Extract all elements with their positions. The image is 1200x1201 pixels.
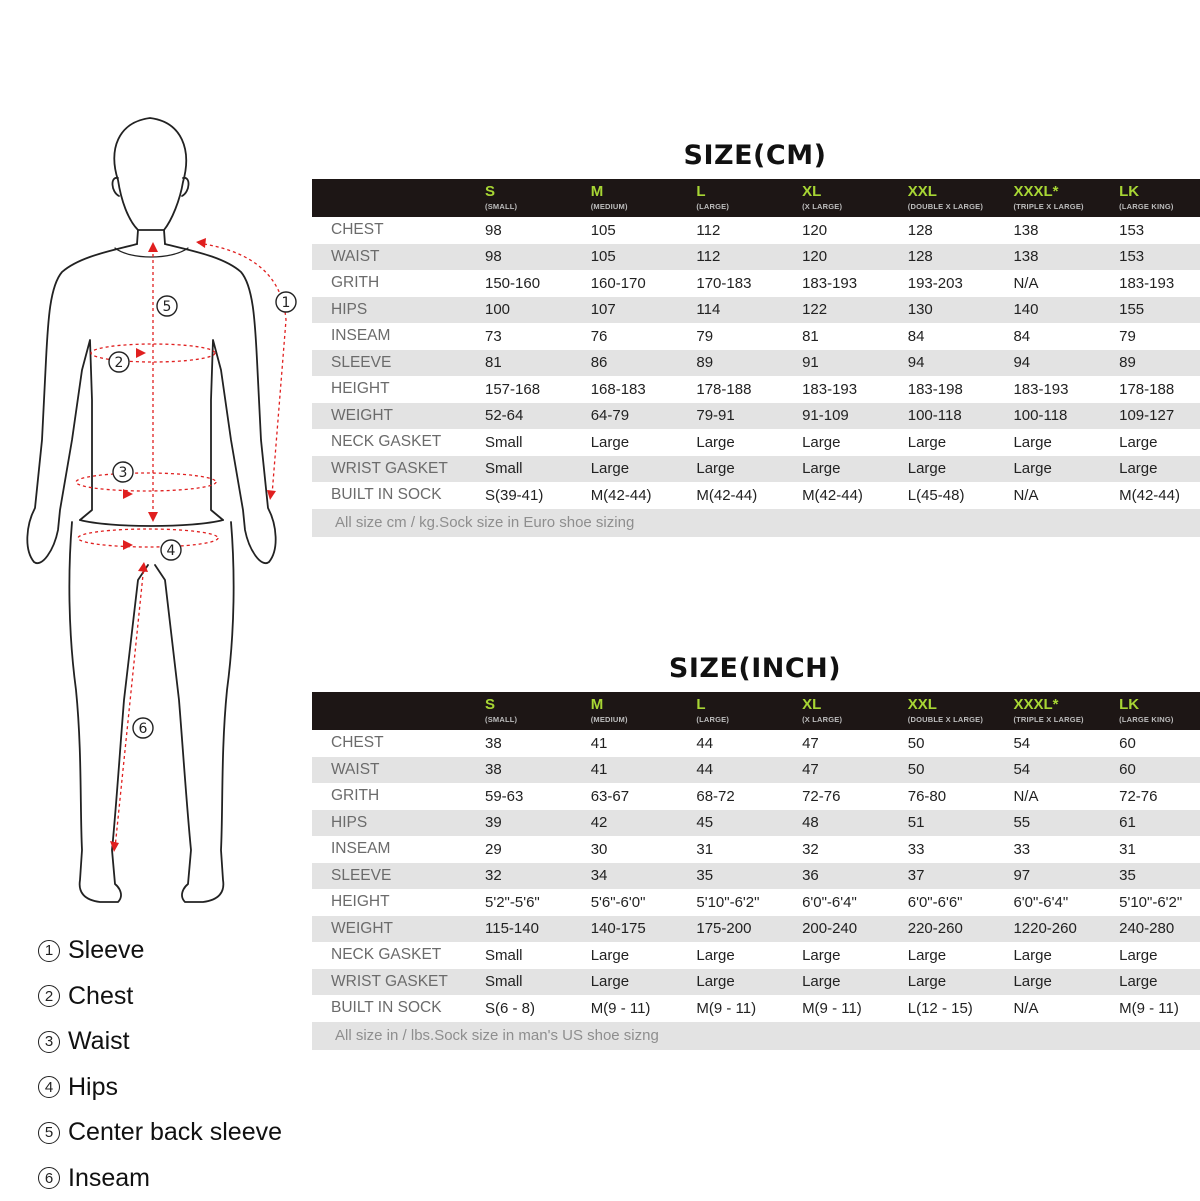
row-label: NECK GASKET bbox=[312, 429, 480, 456]
table-row bbox=[312, 783, 1200, 810]
table-cell: N/A bbox=[1008, 482, 1114, 509]
legend-label: Center back sleeve bbox=[68, 1118, 282, 1147]
row-label: WRIST GASKET bbox=[312, 456, 480, 483]
table-row bbox=[312, 376, 1200, 403]
row-label: SLEEVE bbox=[312, 350, 480, 377]
table-cell: 220-260 bbox=[903, 916, 1009, 943]
arrow-down-icon bbox=[148, 512, 158, 522]
table-note: All size in / lbs.Sock size in man's US shoe sizng bbox=[312, 1022, 1200, 1050]
table-row bbox=[312, 244, 1200, 271]
table-row bbox=[312, 270, 1200, 297]
table-cell: 183-193 bbox=[797, 270, 903, 297]
legend-label: Sleeve bbox=[68, 936, 144, 965]
table-cell: 170-183 bbox=[691, 270, 797, 297]
size-code: XL bbox=[802, 697, 903, 712]
row-label: WEIGHT bbox=[312, 916, 480, 943]
table-row bbox=[312, 482, 1200, 509]
legend-item-inseam bbox=[38, 1156, 318, 1201]
size-code: S bbox=[485, 697, 586, 712]
table-row bbox=[312, 456, 1200, 483]
table-cell: 100 bbox=[480, 297, 586, 324]
table-row bbox=[312, 916, 1200, 943]
size-code: M bbox=[591, 184, 692, 199]
table-cell: 6'0"-6'4" bbox=[797, 889, 903, 916]
table-cell: M(42-44) bbox=[1114, 482, 1200, 509]
row-label: HEIGHT bbox=[312, 889, 480, 916]
table-cell: Large bbox=[691, 942, 797, 969]
table-cell: N/A bbox=[1008, 995, 1114, 1022]
table-cell: 94 bbox=[903, 350, 1009, 377]
size-cm-table bbox=[312, 179, 1200, 537]
size-cm-body bbox=[312, 217, 1200, 537]
size-code: L bbox=[696, 697, 797, 712]
table-cell: 183-193 bbox=[797, 376, 903, 403]
table-cell: 35 bbox=[691, 863, 797, 890]
table-cell: 51 bbox=[903, 810, 1009, 837]
size-column-header bbox=[1114, 692, 1200, 730]
row-label: WEIGHT bbox=[312, 403, 480, 430]
table-row bbox=[312, 730, 1200, 757]
table-cell: Small bbox=[480, 429, 586, 456]
row-label: BUILT IN SOCK bbox=[312, 482, 480, 509]
table-cell: 61 bbox=[1114, 810, 1200, 837]
table-cell: 79-91 bbox=[691, 403, 797, 430]
row-label: WAIST bbox=[312, 757, 480, 784]
table-cell: 6'0"-6'4" bbox=[1008, 889, 1114, 916]
table-cell: 81 bbox=[797, 323, 903, 350]
table-row bbox=[312, 217, 1200, 244]
table-cell: 73 bbox=[480, 323, 586, 350]
table-cell: Large bbox=[797, 969, 903, 996]
size-code: S bbox=[485, 184, 586, 199]
table-cell: 178-188 bbox=[1114, 376, 1200, 403]
table-cell: 153 bbox=[1114, 244, 1200, 271]
table-cell: 175-200 bbox=[691, 916, 797, 943]
table-note: All size cm / kg.Sock size in Euro shoe sizing bbox=[312, 509, 1200, 537]
table-cell: 32 bbox=[797, 836, 903, 863]
table-cell: 79 bbox=[1114, 323, 1200, 350]
table-cell: Large bbox=[903, 456, 1009, 483]
size-cm-section bbox=[312, 133, 1198, 537]
table-cell: 36 bbox=[797, 863, 903, 890]
size-inch-table bbox=[312, 692, 1200, 1050]
row-label: SLEEVE bbox=[312, 863, 480, 890]
table-cell: 120 bbox=[797, 244, 903, 271]
table-cell: Large bbox=[797, 942, 903, 969]
table-cell: 44 bbox=[691, 757, 797, 784]
table-cell: 109-127 bbox=[1114, 403, 1200, 430]
table-cell: 84 bbox=[1008, 323, 1114, 350]
table-cell: 84 bbox=[903, 323, 1009, 350]
table-cell: 59-63 bbox=[480, 783, 586, 810]
table-cell: 50 bbox=[903, 730, 1009, 757]
table-cell: 50 bbox=[903, 757, 1009, 784]
table-cell: Large bbox=[586, 456, 692, 483]
row-label: HEIGHT bbox=[312, 376, 480, 403]
table-cell: 76 bbox=[586, 323, 692, 350]
callout-2-label: 2 bbox=[115, 355, 124, 371]
table-cell: 98 bbox=[480, 217, 586, 244]
table-cell: Large bbox=[1114, 429, 1200, 456]
table-cell: 178-188 bbox=[691, 376, 797, 403]
table-row bbox=[312, 942, 1200, 969]
table-cell: M(42-44) bbox=[586, 482, 692, 509]
size-column-header bbox=[691, 179, 797, 217]
size-code: XXL bbox=[908, 184, 1009, 199]
header-blank-cell bbox=[312, 692, 480, 730]
table-cell: 240-280 bbox=[1114, 916, 1200, 943]
callout-4-label: 4 bbox=[167, 543, 176, 559]
table-cell: M(9 - 11) bbox=[586, 995, 692, 1022]
legend-number: 3 bbox=[38, 1031, 60, 1053]
table-cell: 41 bbox=[586, 757, 692, 784]
size-inch-section bbox=[312, 646, 1198, 1050]
table-cell: 183-193 bbox=[1008, 376, 1114, 403]
size-column-header bbox=[1008, 692, 1114, 730]
size-name: (MEDIUM) bbox=[591, 201, 692, 212]
table-cell: 60 bbox=[1114, 757, 1200, 784]
size-column-header bbox=[586, 692, 692, 730]
size-name: (TRIPLE X LARGE) bbox=[1013, 201, 1114, 212]
table-cell: 5'6"-6'0" bbox=[586, 889, 692, 916]
table-cell: 38 bbox=[480, 730, 586, 757]
measurement-legend bbox=[38, 928, 318, 1201]
table-cell: 105 bbox=[586, 217, 692, 244]
table-cell: M(42-44) bbox=[691, 482, 797, 509]
callout-5-label: 5 bbox=[163, 299, 172, 315]
row-label: INSEAM bbox=[312, 323, 480, 350]
row-label: CHEST bbox=[312, 730, 480, 757]
legend-item-sleeve bbox=[38, 928, 318, 974]
size-column-header bbox=[480, 692, 586, 730]
table-cell: 130 bbox=[903, 297, 1009, 324]
table-cell: 60 bbox=[1114, 730, 1200, 757]
legend-number: 4 bbox=[38, 1076, 60, 1098]
size-code: XXL bbox=[908, 697, 1009, 712]
table-cell: Large bbox=[586, 942, 692, 969]
table-cell: Small bbox=[480, 969, 586, 996]
legend-item-chest bbox=[38, 974, 318, 1020]
size-inch-title: SIZE(INCH) bbox=[312, 646, 1198, 692]
size-name: (SMALL) bbox=[485, 201, 586, 212]
table-cell: 193-203 bbox=[903, 270, 1009, 297]
legend-item-center-back-sleeve bbox=[38, 1110, 318, 1156]
size-code: L bbox=[696, 184, 797, 199]
size-name: (LARGE) bbox=[696, 714, 797, 725]
table-cell: 55 bbox=[1008, 810, 1114, 837]
size-cm-header bbox=[312, 179, 1200, 217]
size-code: XXXL* bbox=[1013, 697, 1114, 712]
table-cell: 79 bbox=[691, 323, 797, 350]
table-cell: M(9 - 11) bbox=[797, 995, 903, 1022]
table-row bbox=[312, 429, 1200, 456]
table-cell: 112 bbox=[691, 217, 797, 244]
table-cell: 39 bbox=[480, 810, 586, 837]
size-name: (LARGE KING) bbox=[1119, 201, 1200, 212]
table-cell: Large bbox=[1114, 456, 1200, 483]
legend-item-waist bbox=[38, 1019, 318, 1065]
table-cell: 52-64 bbox=[480, 403, 586, 430]
size-name: (LARGE KING) bbox=[1119, 714, 1200, 725]
size-name: (MEDIUM) bbox=[591, 714, 692, 725]
table-cell: L(12 - 15) bbox=[903, 995, 1009, 1022]
table-cell: 183-193 bbox=[1114, 270, 1200, 297]
table-cell: 64-79 bbox=[586, 403, 692, 430]
table-cell: 120 bbox=[797, 217, 903, 244]
table-cell: 86 bbox=[586, 350, 692, 377]
table-row bbox=[312, 403, 1200, 430]
row-label: CHEST bbox=[312, 217, 480, 244]
table-cell: 122 bbox=[797, 297, 903, 324]
legend-number: 5 bbox=[38, 1122, 60, 1144]
table-cell: 47 bbox=[797, 730, 903, 757]
size-column-header bbox=[903, 692, 1009, 730]
table-cell: 81 bbox=[480, 350, 586, 377]
table-cell: M(9 - 11) bbox=[691, 995, 797, 1022]
callout-3-label: 3 bbox=[119, 465, 128, 481]
row-label: HIPS bbox=[312, 297, 480, 324]
table-row bbox=[312, 757, 1200, 784]
table-cell: Large bbox=[691, 969, 797, 996]
arrow-right-icon bbox=[136, 348, 146, 358]
table-cell: 33 bbox=[903, 836, 1009, 863]
table-cell: 107 bbox=[586, 297, 692, 324]
table-cell: Large bbox=[1008, 942, 1114, 969]
table-cell: 89 bbox=[1114, 350, 1200, 377]
row-label: WAIST bbox=[312, 244, 480, 271]
size-code: XL bbox=[802, 184, 903, 199]
body-measurement-figure bbox=[20, 110, 305, 920]
table-cell: 41 bbox=[586, 730, 692, 757]
table-cell: 153 bbox=[1114, 217, 1200, 244]
table-row bbox=[312, 297, 1200, 324]
table-cell: Large bbox=[691, 429, 797, 456]
table-cell: 94 bbox=[1008, 350, 1114, 377]
legend-item-hips bbox=[38, 1065, 318, 1111]
size-column-header bbox=[797, 179, 903, 217]
table-cell: 42 bbox=[586, 810, 692, 837]
size-name: (X LARGE) bbox=[802, 201, 903, 212]
table-cell: N/A bbox=[1008, 783, 1114, 810]
table-cell: 91 bbox=[797, 350, 903, 377]
table-cell: 140 bbox=[1008, 297, 1114, 324]
size-cm-title: SIZE(CM) bbox=[312, 133, 1198, 179]
table-cell: 183-198 bbox=[903, 376, 1009, 403]
table-cell: M(9 - 11) bbox=[1114, 995, 1200, 1022]
table-cell: 98 bbox=[480, 244, 586, 271]
table-cell: 31 bbox=[691, 836, 797, 863]
table-cell: 76-80 bbox=[903, 783, 1009, 810]
row-label: GRITH bbox=[312, 783, 480, 810]
table-cell: 100-118 bbox=[903, 403, 1009, 430]
table-cell: S(6 - 8) bbox=[480, 995, 586, 1022]
size-name: (LARGE) bbox=[696, 201, 797, 212]
size-column-header bbox=[1008, 179, 1114, 217]
size-code: M bbox=[591, 697, 692, 712]
table-cell: Large bbox=[797, 429, 903, 456]
legend-number: 1 bbox=[38, 940, 60, 962]
table-cell: 128 bbox=[903, 217, 1009, 244]
table-row bbox=[312, 863, 1200, 890]
table-cell: 37 bbox=[903, 863, 1009, 890]
body-outline-illustration bbox=[20, 110, 305, 920]
arrow-right-icon bbox=[123, 540, 133, 550]
table-cell: Large bbox=[903, 969, 1009, 996]
table-cell: Large bbox=[1008, 429, 1114, 456]
table-cell: N/A bbox=[1008, 270, 1114, 297]
table-cell: 5'10"-6'2" bbox=[1114, 889, 1200, 916]
table-cell: 100-118 bbox=[1008, 403, 1114, 430]
table-cell: Large bbox=[797, 456, 903, 483]
arrow-up-icon bbox=[148, 242, 158, 252]
table-row bbox=[312, 323, 1200, 350]
table-cell: Small bbox=[480, 456, 586, 483]
size-name: (DOUBLE X LARGE) bbox=[908, 714, 1009, 725]
table-cell: 89 bbox=[691, 350, 797, 377]
table-cell: Small bbox=[480, 942, 586, 969]
table-cell: 68-72 bbox=[691, 783, 797, 810]
table-cell: 5'2"-5'6" bbox=[480, 889, 586, 916]
legend-label: Chest bbox=[68, 982, 133, 1011]
table-cell: Large bbox=[1114, 969, 1200, 996]
table-cell: 72-76 bbox=[1114, 783, 1200, 810]
arrow-left-icon bbox=[196, 238, 206, 248]
table-cell: 29 bbox=[480, 836, 586, 863]
size-column-header bbox=[797, 692, 903, 730]
table-cell: 30 bbox=[586, 836, 692, 863]
legend-number: 6 bbox=[38, 1167, 60, 1189]
row-label: GRITH bbox=[312, 270, 480, 297]
legend-number: 2 bbox=[38, 985, 60, 1007]
table-note-row bbox=[312, 509, 1200, 537]
table-row bbox=[312, 836, 1200, 863]
table-cell: 115-140 bbox=[480, 916, 586, 943]
table-cell: Large bbox=[1114, 942, 1200, 969]
table-cell: Large bbox=[586, 969, 692, 996]
table-cell: Large bbox=[903, 942, 1009, 969]
table-row bbox=[312, 889, 1200, 916]
legend-label: Inseam bbox=[68, 1164, 150, 1193]
size-code: LK bbox=[1119, 184, 1200, 199]
size-name: (DOUBLE X LARGE) bbox=[908, 201, 1009, 212]
table-cell: 6'0"-6'6" bbox=[903, 889, 1009, 916]
table-row bbox=[312, 350, 1200, 377]
size-column-header bbox=[480, 179, 586, 217]
table-cell: 112 bbox=[691, 244, 797, 271]
size-code: LK bbox=[1119, 697, 1200, 712]
table-cell: 168-183 bbox=[586, 376, 692, 403]
legend-label: Hips bbox=[68, 1073, 118, 1102]
header-blank-cell bbox=[312, 179, 480, 217]
size-header-row bbox=[312, 179, 1200, 217]
size-name: (SMALL) bbox=[485, 714, 586, 725]
table-cell: 138 bbox=[1008, 217, 1114, 244]
table-row bbox=[312, 810, 1200, 837]
arrow-down-icon bbox=[267, 490, 276, 500]
table-cell: 150-160 bbox=[480, 270, 586, 297]
table-cell: 200-240 bbox=[797, 916, 903, 943]
size-column-header bbox=[586, 179, 692, 217]
table-cell: 38 bbox=[480, 757, 586, 784]
size-inch-header bbox=[312, 692, 1200, 730]
size-column-header bbox=[903, 179, 1009, 217]
table-cell: Large bbox=[586, 429, 692, 456]
size-header-row bbox=[312, 692, 1200, 730]
table-cell: 47 bbox=[797, 757, 903, 784]
legend-label: Waist bbox=[68, 1027, 130, 1056]
table-cell: 1220-260 bbox=[1008, 916, 1114, 943]
table-cell: 138 bbox=[1008, 244, 1114, 271]
table-cell: 5'10"-6'2" bbox=[691, 889, 797, 916]
size-inch-body bbox=[312, 730, 1200, 1050]
table-cell: 54 bbox=[1008, 730, 1114, 757]
table-cell: Large bbox=[1008, 969, 1114, 996]
table-cell: Large bbox=[1008, 456, 1114, 483]
table-cell: 72-76 bbox=[797, 783, 903, 810]
table-cell: 44 bbox=[691, 730, 797, 757]
table-row bbox=[312, 969, 1200, 996]
row-label: WRIST GASKET bbox=[312, 969, 480, 996]
row-label: NECK GASKET bbox=[312, 942, 480, 969]
table-cell: 91-109 bbox=[797, 403, 903, 430]
table-cell: 32 bbox=[480, 863, 586, 890]
table-note-row bbox=[312, 1022, 1200, 1050]
table-cell: 63-67 bbox=[586, 783, 692, 810]
table-cell: 160-170 bbox=[586, 270, 692, 297]
size-code: XXXL* bbox=[1013, 184, 1114, 199]
table-cell: Large bbox=[691, 456, 797, 483]
size-column-header bbox=[691, 692, 797, 730]
table-cell: 155 bbox=[1114, 297, 1200, 324]
table-cell: 157-168 bbox=[480, 376, 586, 403]
table-cell: 128 bbox=[903, 244, 1009, 271]
table-cell: 35 bbox=[1114, 863, 1200, 890]
table-cell: 45 bbox=[691, 810, 797, 837]
table-cell: Large bbox=[903, 429, 1009, 456]
row-label: BUILT IN SOCK bbox=[312, 995, 480, 1022]
table-cell: S(39-41) bbox=[480, 482, 586, 509]
table-cell: 114 bbox=[691, 297, 797, 324]
table-cell: 97 bbox=[1008, 863, 1114, 890]
table-cell: 34 bbox=[586, 863, 692, 890]
size-name: (TRIPLE X LARGE) bbox=[1013, 714, 1114, 725]
table-cell: L(45-48) bbox=[903, 482, 1009, 509]
callout-1-label: 1 bbox=[282, 295, 291, 311]
table-cell: 31 bbox=[1114, 836, 1200, 863]
callout-6-label: 6 bbox=[139, 721, 148, 737]
table-row bbox=[312, 995, 1200, 1022]
table-cell: 33 bbox=[1008, 836, 1114, 863]
row-label: INSEAM bbox=[312, 836, 480, 863]
table-cell: M(42-44) bbox=[797, 482, 903, 509]
size-column-header bbox=[1114, 179, 1200, 217]
table-cell: 48 bbox=[797, 810, 903, 837]
size-name: (X LARGE) bbox=[802, 714, 903, 725]
table-cell: 54 bbox=[1008, 757, 1114, 784]
row-label: HIPS bbox=[312, 810, 480, 837]
table-cell: 140-175 bbox=[586, 916, 692, 943]
table-cell: 105 bbox=[586, 244, 692, 271]
